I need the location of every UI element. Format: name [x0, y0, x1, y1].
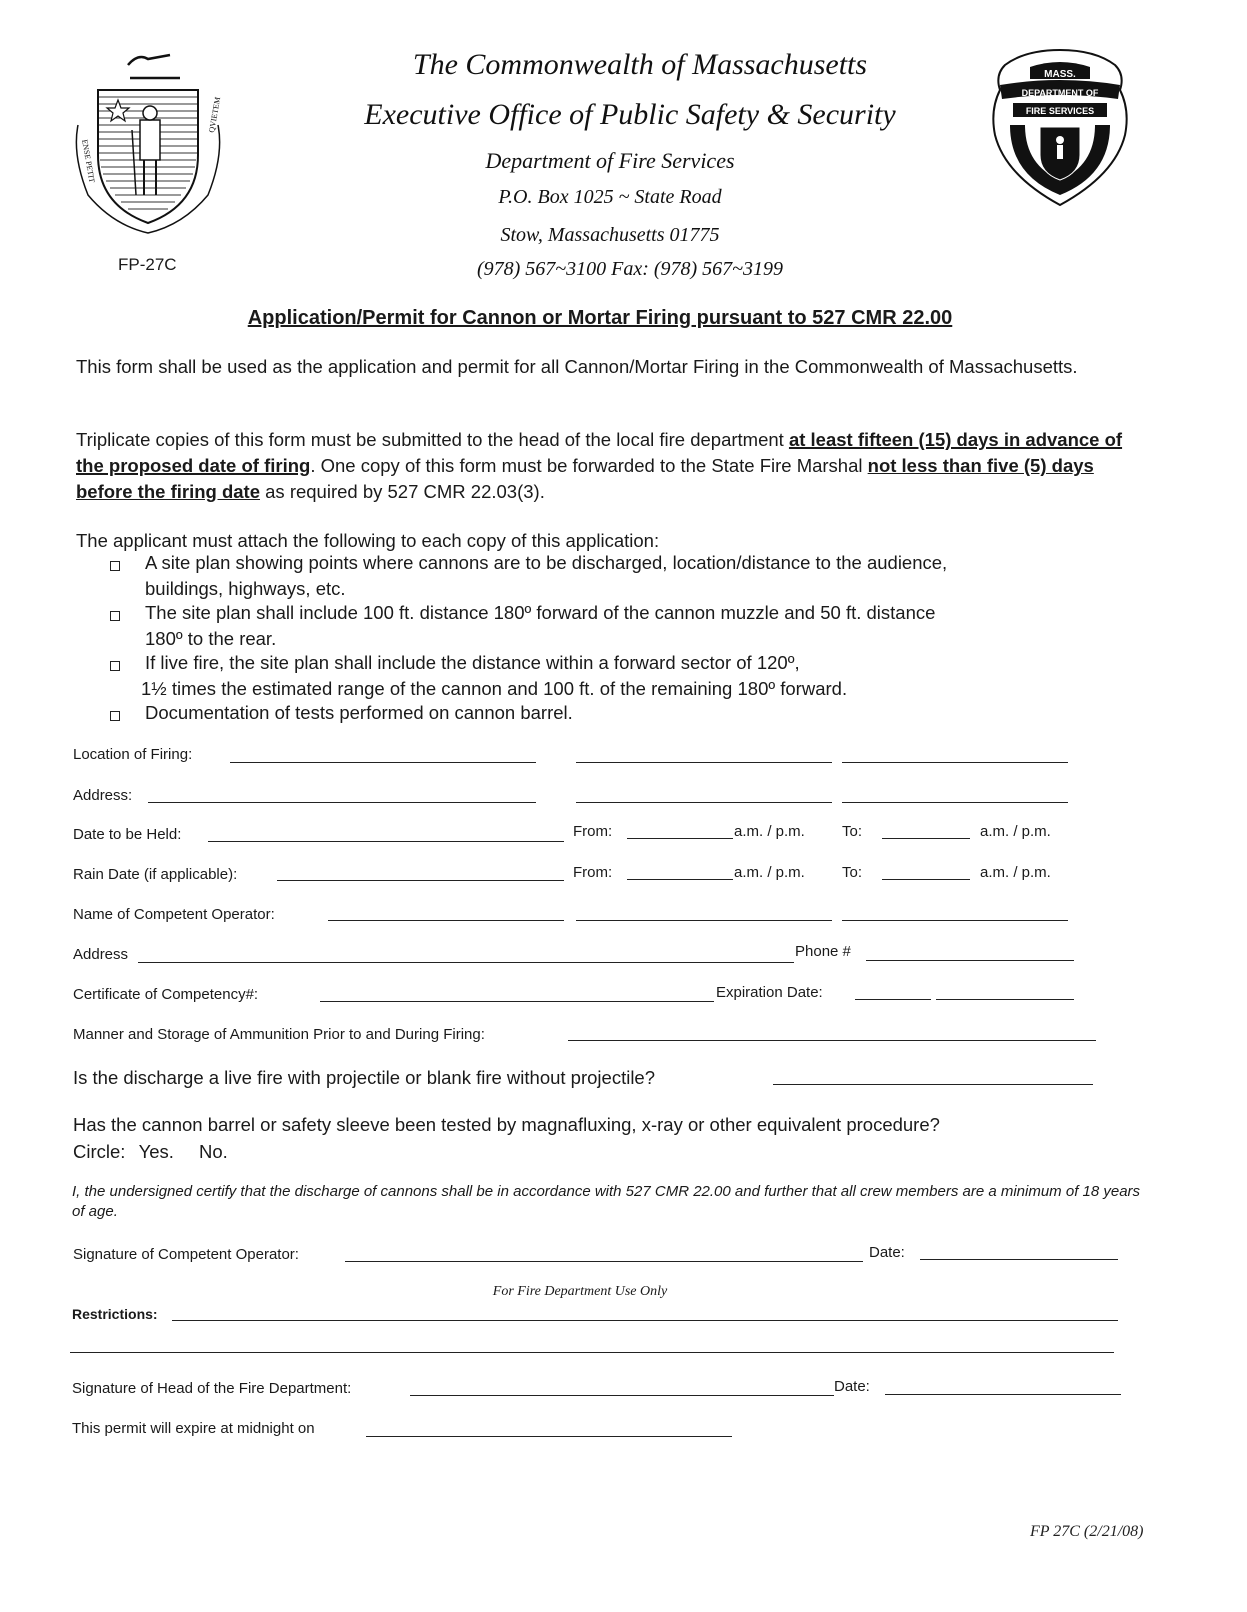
operator-name-field-1[interactable]: [328, 920, 564, 921]
svg-text:ENSE PETIT: ENSE PETIT: [80, 138, 97, 184]
date-to-ampm: a.m. / p.m.: [980, 823, 1051, 840]
certification-statement: I, the undersigned certify that the discharge of cannons shall be in accordance with 527 CMR 22.00 and further that all crew members are a minimum of 18 years of age.: [72, 1183, 1141, 1220]
expiration-field-1[interactable]: [855, 999, 931, 1000]
expire-label: This permit will expire at midnight on: [72, 1420, 315, 1437]
restrictions-field-2[interactable]: [70, 1352, 1114, 1353]
operator-signature-label: Signature of Competent Operator:: [73, 1246, 299, 1263]
address-label: Address:: [73, 787, 133, 804]
date-from-field[interactable]: [627, 838, 733, 839]
header-phone-fax: (978) 567~3100 Fax: (978) 567~3199: [476, 258, 784, 280]
operator-address-label: Address: [73, 946, 129, 963]
date-to-label: To:: [842, 823, 863, 840]
rain-date-field[interactable]: [277, 880, 564, 881]
attachment-item-3: If live fire, the site plan shall include the distance within a forward sector of 120º, 1½ times the estimated range of the cannon and 100 ft. of the remaining 180º forward.: [141, 652, 848, 699]
massachusetts-state-seal-icon: [68, 45, 228, 235]
header-commonwealth: The Commonwealth of Massachusetts: [412, 48, 868, 81]
operator-signature-field[interactable]: [345, 1261, 863, 1262]
header-po-box: P.O. Box 1025 ~ State Road: [498, 186, 722, 208]
location-field-2[interactable]: [576, 762, 832, 763]
phone-label: Phone #: [795, 943, 851, 960]
date-from-label: From:: [573, 823, 613, 840]
rain-date-label: Rain Date (if applicable):: [73, 866, 238, 883]
restrictions-field-1[interactable]: [172, 1320, 1118, 1321]
attachments-intro: The applicant must attach the following to each copy of this application:: [76, 530, 660, 551]
submission-text-a: Triplicate copies of this form must be submitted to the head of the local fire department: [76, 429, 789, 450]
certificate-field[interactable]: [320, 1001, 714, 1002]
submission-paragraph: [76, 427, 1136, 505]
date-held-label: Date to be Held:: [73, 826, 182, 843]
operator-name-field-2[interactable]: [576, 920, 832, 921]
circle-label: Circle:: [73, 1141, 126, 1162]
attachment-checkbox-3[interactable]: [110, 661, 120, 671]
operator-name-label: Name of Competent Operator:: [73, 906, 275, 923]
rain-to-label: To:: [842, 864, 863, 881]
fire-services-badge-icon: [985, 45, 1135, 210]
date-held-field[interactable]: [208, 841, 564, 842]
operator-address-field[interactable]: [138, 962, 794, 963]
live-fire-question: Is the discharge a live fire with projectile or blank fire without projectile?: [73, 1067, 656, 1088]
attachment-checkbox-2[interactable]: [110, 611, 120, 621]
storage-field[interactable]: [568, 1040, 1096, 1041]
attachment-item-4: Documentation of tests performed on cannon barrel.: [145, 702, 573, 723]
head-signature-label: Signature of Head of the Fire Department:: [72, 1380, 352, 1397]
storage-label: Manner and Storage of Ammunition Prior to and During Firing:: [73, 1026, 485, 1043]
dept-use-only-heading: For Fire Department Use Only: [492, 1284, 668, 1299]
expiration-label: Expiration Date:: [716, 984, 823, 1001]
submission-text-e: as required by 527 CMR 22.03(3).: [260, 481, 545, 502]
svg-text:QVIETEM: QVIETEM: [207, 96, 223, 134]
rain-from-label: From:: [573, 864, 613, 881]
address-field-2[interactable]: [576, 802, 832, 803]
header-executive-office: Executive Office of Public Safety & Security: [364, 98, 896, 131]
address-field-3[interactable]: [842, 802, 1068, 803]
restrictions-label: Restrictions:: [72, 1306, 158, 1322]
rain-to-ampm: a.m. / p.m.: [980, 864, 1051, 881]
attachment-checkbox-1[interactable]: [110, 561, 120, 571]
rain-from-ampm: a.m. / p.m.: [734, 864, 805, 881]
form-code: FP-27C: [118, 255, 177, 274]
head-date-field[interactable]: [885, 1394, 1121, 1395]
form-revision: FP 27C (2/21/08): [1030, 1523, 1144, 1540]
header-city: Stow, Massachusetts 01775: [500, 224, 720, 246]
date-to-field[interactable]: [882, 838, 970, 839]
circle-row: [73, 1139, 228, 1165]
address-field-1[interactable]: [148, 802, 536, 803]
submission-deadline-local: at least fifteen (15) days in advance of the proposed date of firing: [76, 429, 1123, 476]
live-fire-answer-field[interactable]: [773, 1084, 1093, 1085]
tested-question: Has the cannon barrel or safety sleeve been tested by magnafluxing, x-ray or other equivalent procedure?: [73, 1114, 940, 1135]
operator-date-field[interactable]: [920, 1259, 1118, 1260]
location-field-1[interactable]: [230, 762, 536, 763]
attachment-item-1: A site plan showing points where cannons are to be discharged, location/distance to the audience, buildings, highways, etc.: [145, 552, 948, 599]
submission-deadline-state: not less than five (5) days before the firing date: [76, 455, 1094, 502]
rain-to-field[interactable]: [882, 879, 970, 880]
operator-name-field-3[interactable]: [842, 920, 1068, 921]
date-from-ampm: a.m. / p.m.: [734, 823, 805, 840]
expiration-field-2[interactable]: [936, 999, 1074, 1000]
yes-option[interactable]: Yes.: [138, 1141, 174, 1162]
rain-from-field[interactable]: [627, 879, 733, 880]
svg-text:DEPARTMENT OF: DEPARTMENT OF: [1021, 88, 1099, 98]
submission-text-c: . One copy of this form must be forwarded to the State Fire Marshal: [310, 455, 868, 476]
certificate-label: Certificate of Competency#:: [73, 986, 259, 1003]
expire-date-field[interactable]: [366, 1436, 732, 1437]
header-department: Department of Fire Services: [485, 148, 735, 173]
attachment-checkbox-4[interactable]: [110, 711, 120, 721]
intro-paragraph: This form shall be used as the application and permit for all Cannon/Mortar Firing in the Commonwealth of Massachusetts.: [76, 356, 1078, 377]
head-signature-field[interactable]: [410, 1395, 834, 1396]
attachment-item-2: The site plan shall include 100 ft. distance 180º forward of the cannon muzzle and 50 ft. distance 180º to the rear.: [145, 602, 936, 649]
phone-field[interactable]: [866, 960, 1074, 961]
location-field-3[interactable]: [842, 762, 1068, 763]
operator-date-label: Date:: [869, 1244, 905, 1261]
no-option[interactable]: No.: [199, 1141, 228, 1162]
svg-text:MASS.: MASS.: [1044, 69, 1076, 80]
location-label: Location of Firing:: [73, 746, 193, 763]
svg-text:FIRE SERVICES: FIRE SERVICES: [1025, 106, 1095, 116]
page-title: Application/Permit for Cannon or Mortar Firing pursuant to 527 CMR 22.00: [247, 307, 953, 329]
head-date-label: Date:: [834, 1378, 870, 1395]
